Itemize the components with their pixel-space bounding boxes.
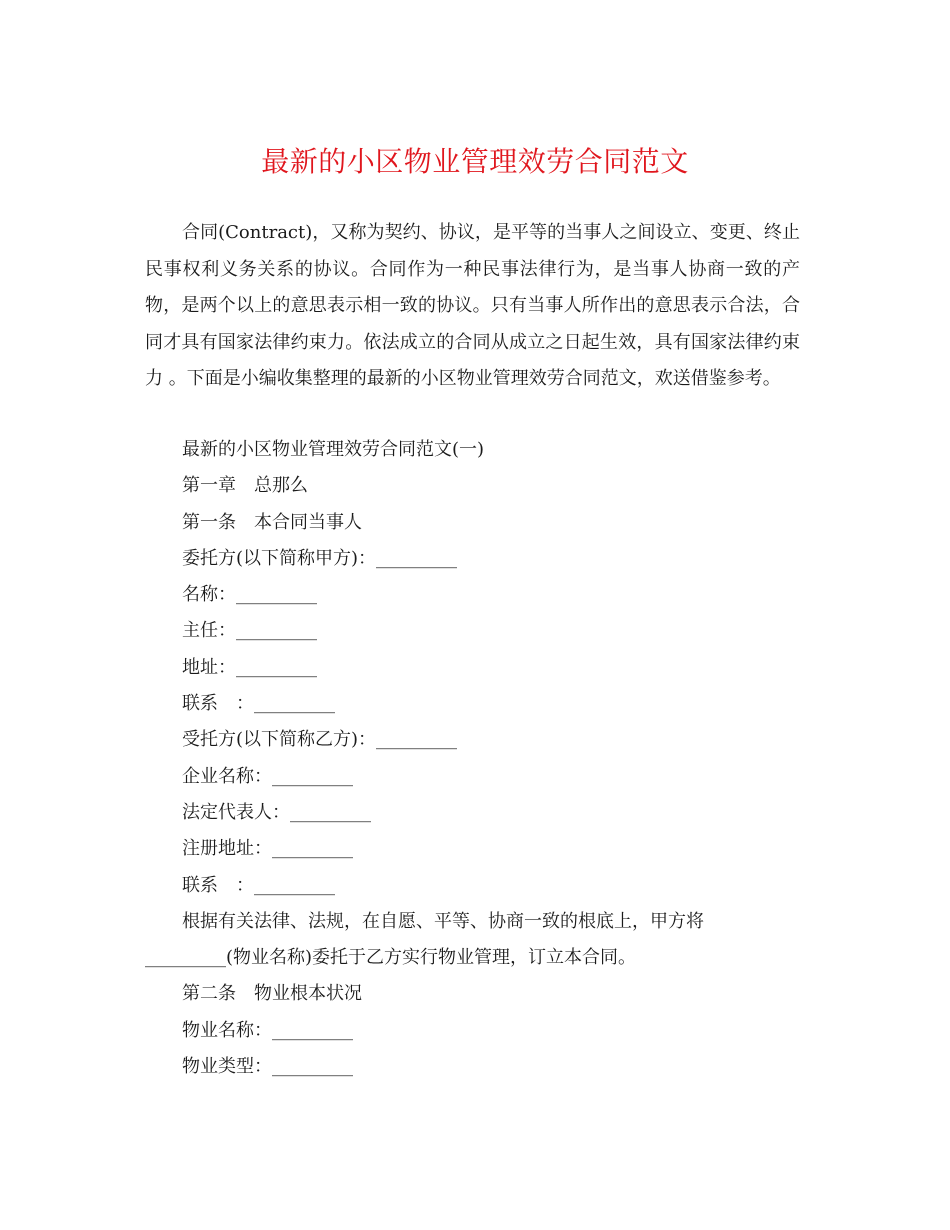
party-b-contact-field: 联系 ：_________ [182,874,335,896]
party-a-contact-field: 联系 ：_________ [182,693,335,715]
party-a-director-field: 主任：_________ [182,620,317,642]
party-b-representative-field: 法定代表人：_________ [182,801,371,823]
party-a-address-field: 地址：_________ [182,656,317,678]
article-heading: 第二条 物业根本状况 [182,983,362,1005]
article-heading: 第一条 本合同当事人 [182,511,362,533]
agreement-text: 根据有关法律、法规，在自愿、平等、协商一致的根底上，甲方将 [182,910,704,932]
contract-body [145,432,825,1085]
property-name-field: 物业名称：_________ [182,1019,353,1041]
party-b-field: 受托方(以下简称乙方)：_________ [182,729,458,751]
document-title: 最新的小区物业管理效劳合同范文 [261,145,689,178]
intro-paragraph-block [145,215,800,398]
intro-paragraph: 合同(Contract)，又称为契约、协议，是平等的当事人之间设立、变更、终止民事权利义务关系的协议。合同作为一种民事法律行为，是当事人协商一致的产物，是两个以上的意思表示相一致的协议。只有当事人所作出的意思表示合法，合同才具有国家法律约束力。依法成立的合同从成立之日起生效，具有国家法律约束力 。下面是小编收集整理的最新的小区物业管理效劳合同范文，欢送借鉴参考。 [145,222,800,389]
agreement-text-continued: _________(物业名称)委托于乙方实行物业管理，订立本合同。 [145,947,637,969]
chapter-heading: 第一章 总那么 [182,475,308,497]
party-a-name-field: 名称：_________ [182,584,317,606]
party-b-address-field: 注册地址：_________ [182,838,353,860]
party-b-company-field: 企业名称：_________ [182,765,353,787]
section-heading: 最新的小区物业管理效劳合同范文(一) [182,439,485,460]
party-a-field: 委托方(以下简称甲方)：_________ [182,547,458,569]
property-type-field: 物业类型：_________ [182,1056,353,1078]
